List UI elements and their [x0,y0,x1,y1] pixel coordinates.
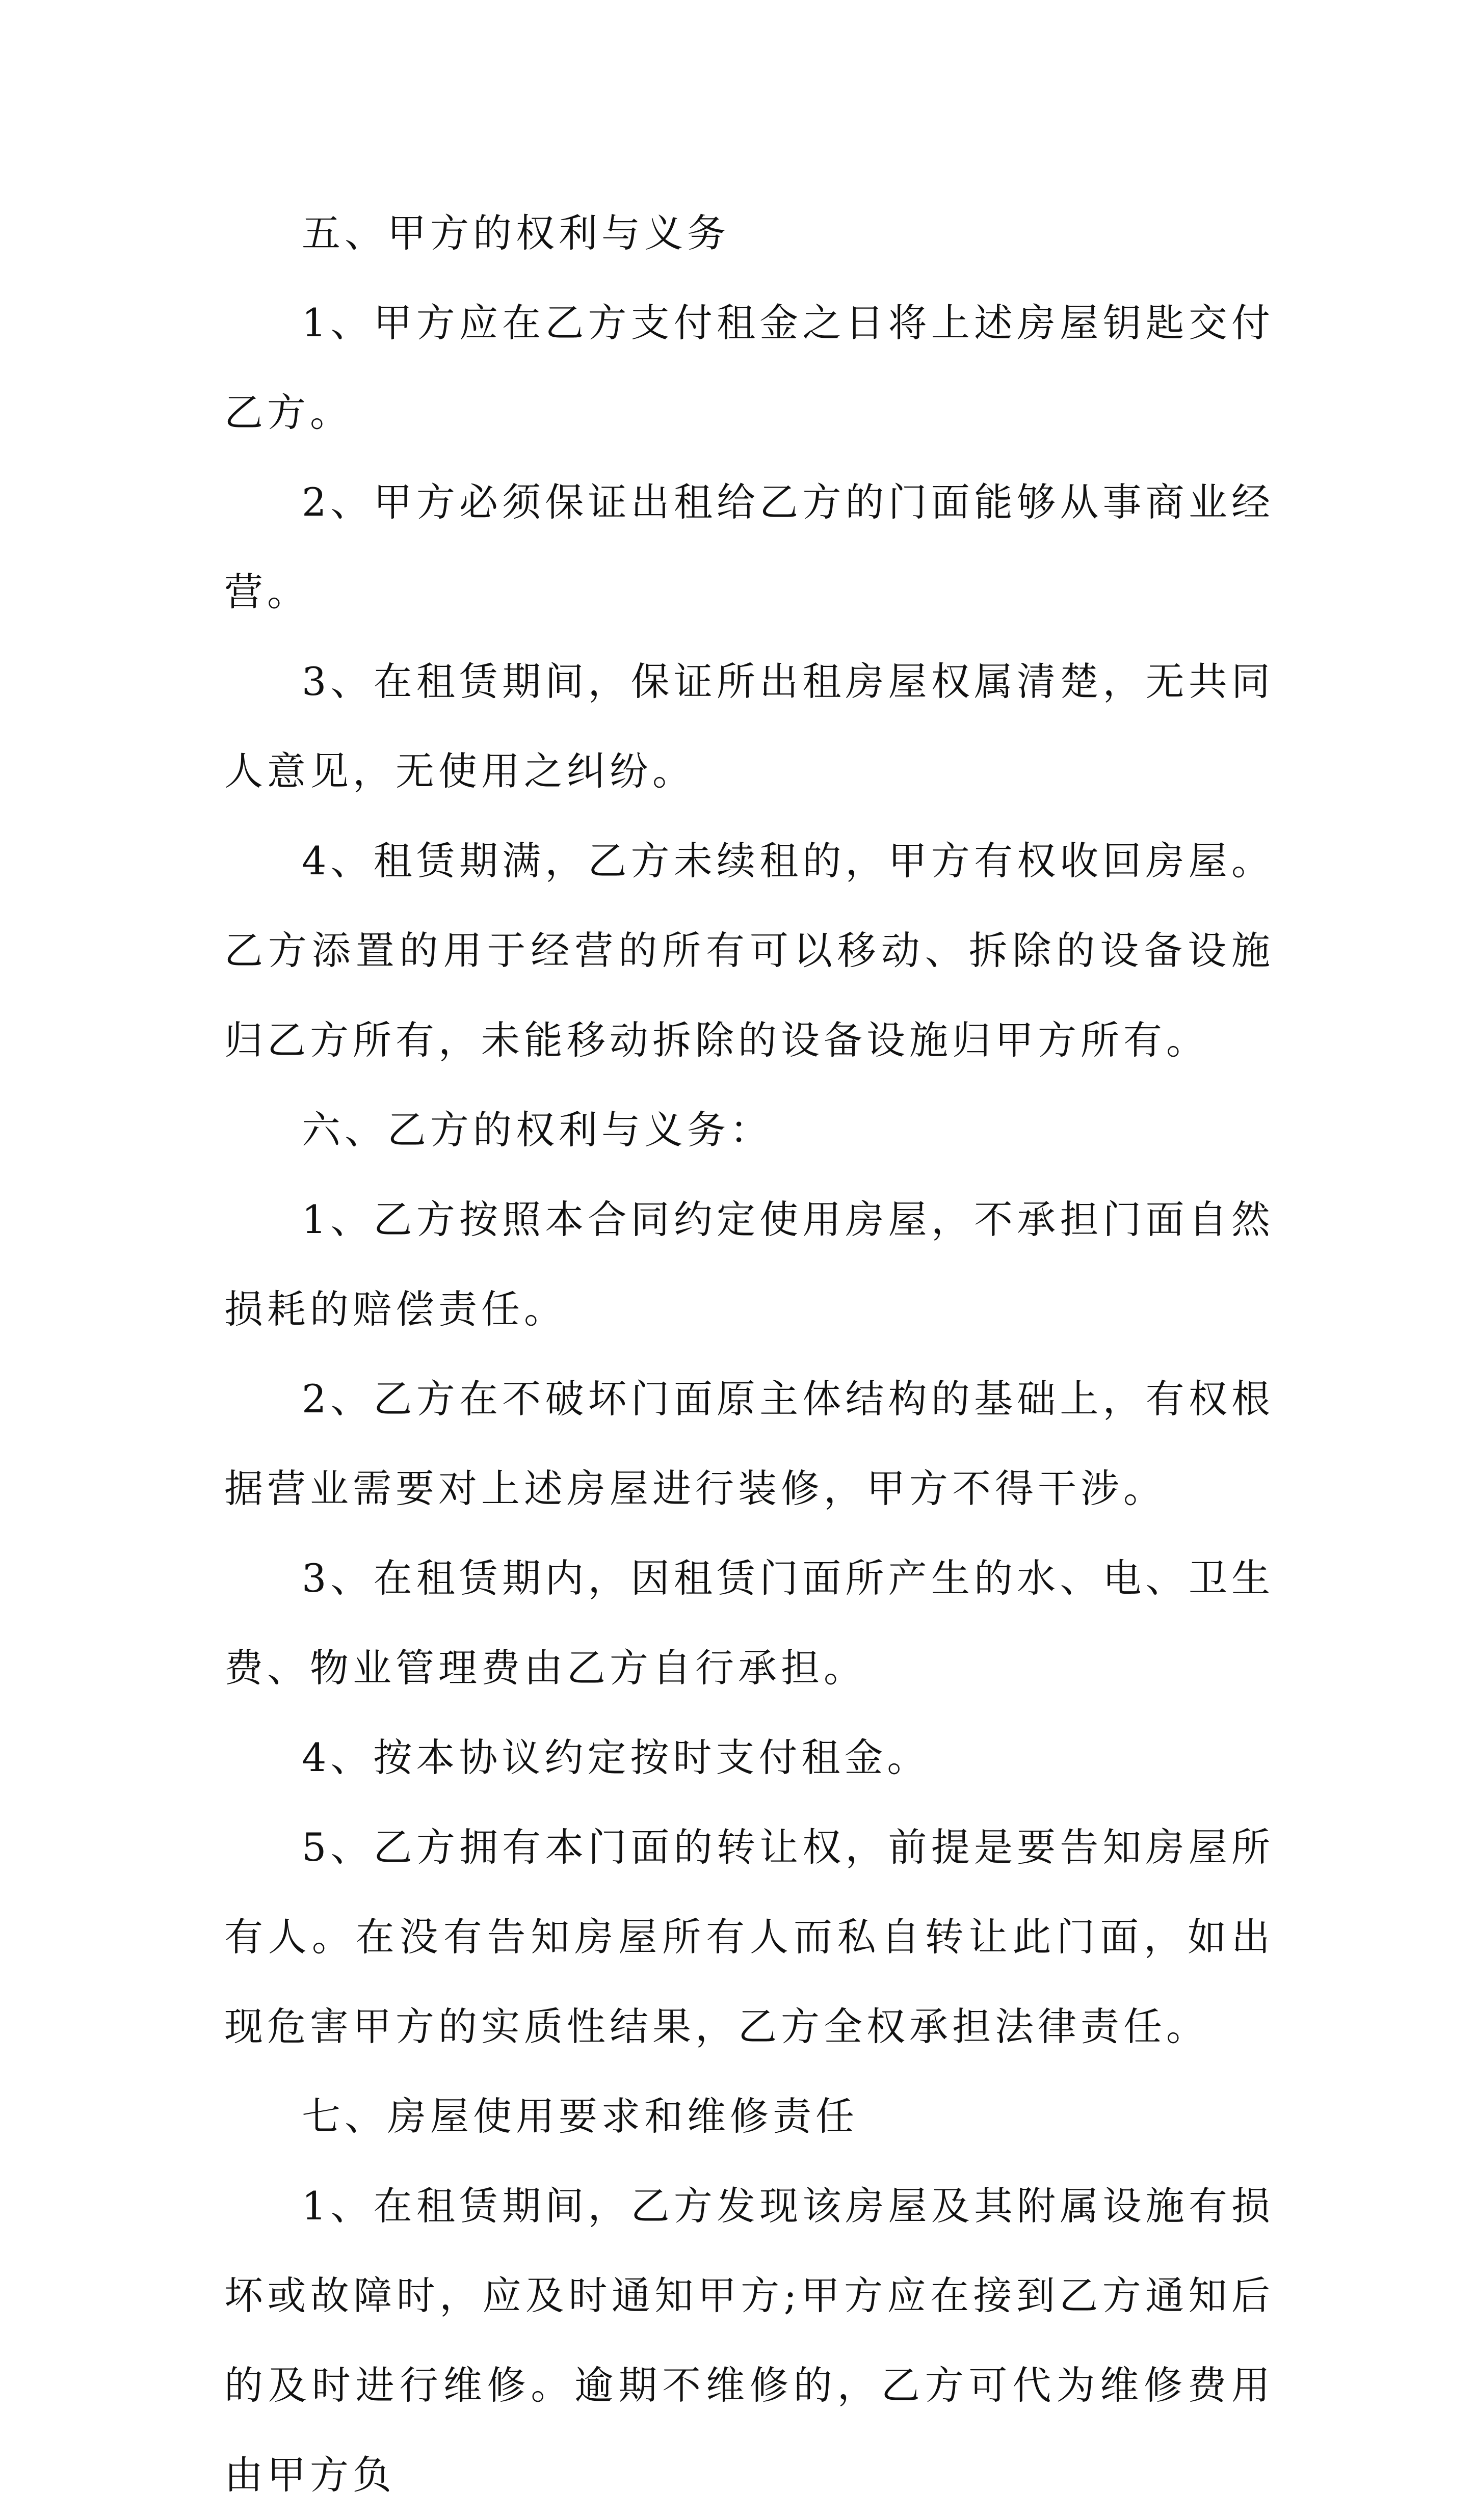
clause-6-2: 2、乙方在不破坏门面原主体结构的基础上，有权根据营业需要对上述房屋进行装修，甲方不得干涉。 [224,1376,1274,1511]
clause-5-1: 1、甲方应在乙方支付租金之日将上述房屋钥匙交付乙方。 [224,300,1274,435]
clause-5-4: 4、租赁期满，乙方未续租的，甲方有权收回房屋。乙方添置的用于经营的所有可以移动、拆除的设备设施归乙方所有，未能移动拆除的设备设施归甲方所有。 [224,838,1274,1063]
clause-5-2: 2、甲方必须保证出租给乙方的门面能够从事商业经营。 [224,479,1274,614]
clause-6-4: 4、按本协议约定按时支付租金。 [302,1735,930,1780]
document-body [224,189,1274,2520]
clause-5-3: 3、在租赁期间，保证所出租房屋权属清楚，无共同人意见，无使用之纠纷。 [224,659,1274,794]
section-heading-6: 六、乙方的权利与义务： [302,1107,773,1152]
section-heading-5: 五、甲方的权利与义务 [302,210,730,256]
clause-6-1: 1、乙方按照本合同约定使用房屋，不承担门面自然损耗的赔偿责任。 [224,1197,1274,1332]
clause-6-5: 5、乙方拥有本门面的转让权，前提是要告知房屋所有人。在没有告知房屋所有人而私自转让此门面，如出现危害甲方的实质性结果，乙方全权承担法律责任。 [224,1825,1274,2049]
clause-6-3: 3、在租赁期内，因租赁门面所产生的水、电、卫生费、物业管理费由乙方自行承担。 [224,1556,1274,1691]
section-heading-7: 七、房屋使用要求和维修责任 [302,2094,858,2139]
clause-7-1: 1、在租赁期间，乙方发现该房屋及其附属设施有损坏或故障时，应及时通知甲方;甲方应在接到乙方通知后的及时进行维修。逾期不维修的，乙方可代为维修费用由甲方负 [224,2183,1274,2498]
